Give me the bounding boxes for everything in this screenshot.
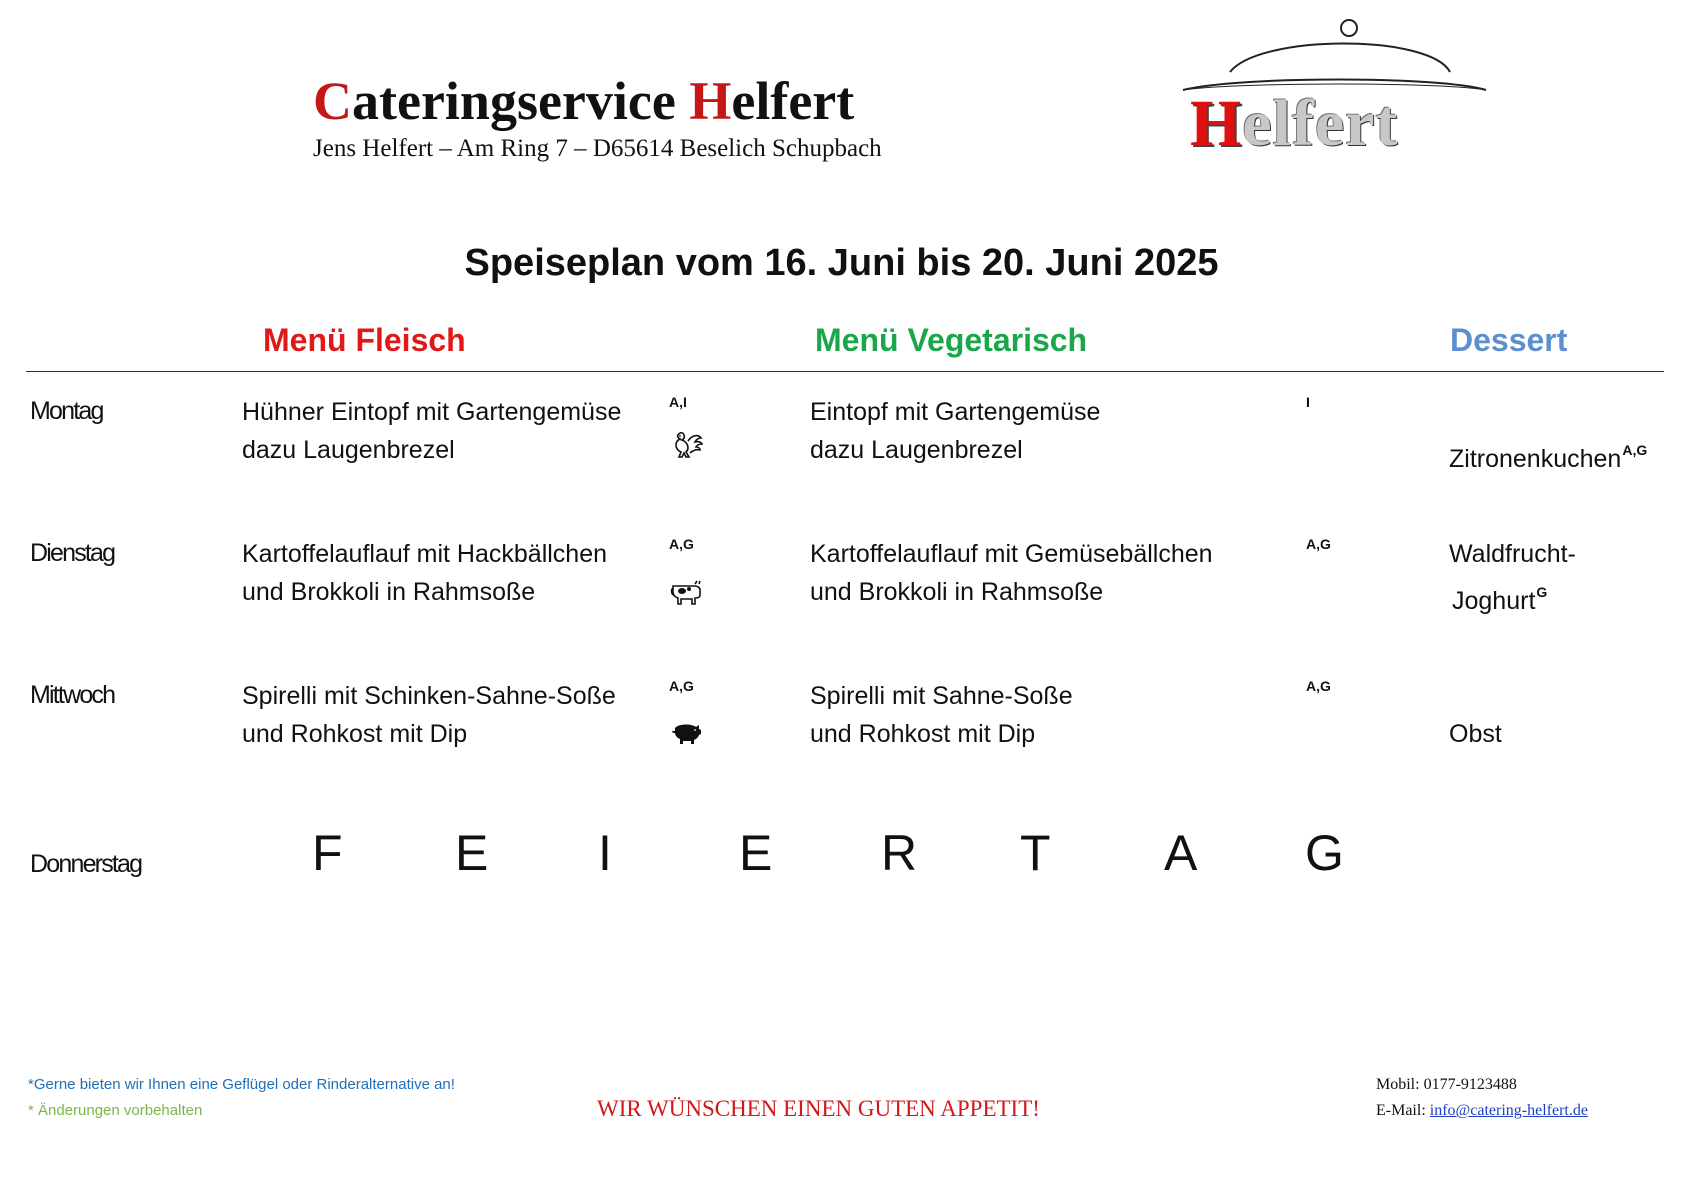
dish-line: Kartoffelauflauf mit Hackbällchen bbox=[242, 540, 608, 568]
dish-line: dazu Laugenbrezel bbox=[242, 436, 455, 464]
helfert-logo bbox=[1180, 14, 1500, 164]
day-label-mittwoch: Mittwoch bbox=[30, 681, 115, 709]
vegetarian-dish-dienstag bbox=[810, 535, 1213, 611]
dish-line: Kartoffelauflauf mit Gemüsebällchen bbox=[810, 540, 1213, 568]
plan-title: Speiseplan vom 16. Juni bis 20. Juni 2025 bbox=[464, 242, 1219, 284]
holiday-letter: R bbox=[881, 825, 918, 881]
company-name-part-2: elfert bbox=[731, 71, 855, 131]
holiday-letter: I bbox=[598, 825, 612, 881]
day-label-donnerstag: Donnerstag bbox=[30, 850, 142, 878]
meat-dish-montag bbox=[242, 393, 621, 469]
company-address: Jens Helfert – Am Ring 7 – D65614 Beselich Schupbach bbox=[313, 135, 882, 162]
dish-line: Spirelli mit Schinken-Sahne-Soße bbox=[242, 682, 616, 710]
holiday-letter: F bbox=[312, 825, 343, 881]
logo-initial: H bbox=[1190, 87, 1243, 160]
dessert-name-line-2 bbox=[1449, 573, 1576, 620]
dish-line: und Brokkoli in Rahmsoße bbox=[242, 578, 536, 606]
allergen-code: A,G bbox=[1622, 442, 1648, 458]
dish-line: Eintopf mit Gartengemüse bbox=[810, 398, 1101, 426]
chicken-icon bbox=[670, 431, 704, 461]
company-initial-h: H bbox=[689, 71, 732, 131]
email-label: E-Mail: bbox=[1376, 1102, 1430, 1119]
holiday-letter: E bbox=[455, 825, 489, 881]
dish-line: und Rohkost mit Dip bbox=[242, 720, 468, 748]
header-divider bbox=[26, 371, 1664, 372]
pig-icon bbox=[669, 718, 703, 748]
holiday-letter: A bbox=[1164, 825, 1198, 881]
allergen-code: I bbox=[1306, 394, 1310, 410]
allergen-code: A,G bbox=[1306, 678, 1331, 694]
email-link[interactable]: info@catering-helfert.de bbox=[1429, 1102, 1588, 1119]
dessert-dienstag bbox=[1449, 535, 1576, 620]
column-heading-dessert: Dessert bbox=[1450, 322, 1568, 358]
allergen-code: A,G bbox=[669, 678, 694, 694]
vegetarian-dish-mittwoch bbox=[810, 677, 1073, 753]
dessert-name: Joghurt bbox=[1452, 587, 1536, 615]
logo-wordmark bbox=[1190, 86, 1399, 162]
holiday-letter: G bbox=[1305, 825, 1344, 881]
dish-line: dazu Laugenbrezel bbox=[810, 436, 1023, 464]
dish-line: Spirelli mit Sahne-Soße bbox=[810, 682, 1073, 710]
footer-mobile: Mobil: 0177-9123488 bbox=[1376, 1076, 1517, 1093]
day-label-dienstag: Dienstag bbox=[30, 539, 115, 567]
day-label-montag: Montag bbox=[30, 397, 103, 425]
vegetarian-dish-montag bbox=[810, 393, 1100, 469]
dish-line: und Rohkost mit Dip bbox=[810, 720, 1036, 748]
dish-line: Hühner Eintopf mit Gartengemüse bbox=[242, 398, 622, 426]
holiday-letter: E bbox=[739, 825, 773, 881]
footer-greeting: WIR WÜNSCHEN EINEN GUTEN APPETIT! bbox=[597, 1096, 1040, 1121]
meat-dish-dienstag bbox=[242, 535, 607, 611]
column-heading-meat: Menü Fleisch bbox=[263, 322, 466, 358]
cow-icon bbox=[670, 578, 704, 608]
allergen-code: A,I bbox=[669, 394, 687, 410]
footer-email bbox=[1376, 1102, 1588, 1120]
dessert-mittwoch: Obst bbox=[1449, 720, 1502, 748]
company-name bbox=[313, 70, 854, 132]
allergen-code: A,G bbox=[1306, 536, 1331, 552]
footer-note-changes: * Änderungen vorbehalten bbox=[28, 1102, 203, 1119]
allergen-code: A,G bbox=[669, 536, 694, 552]
dessert-name-line-1: Waldfrucht- bbox=[1449, 540, 1576, 568]
company-initial-c: C bbox=[313, 71, 352, 131]
company-name-part-1: ateringservice bbox=[352, 71, 690, 131]
column-heading-vegetarian: Menü Vegetarisch bbox=[815, 322, 1088, 358]
dessert-name: Zitronenkuchen bbox=[1449, 445, 1622, 473]
holiday-letter: T bbox=[1020, 825, 1051, 881]
footer-note-alternative: *Gerne bieten wir Ihnen eine Geflügel oder Rinderalternative an! bbox=[28, 1076, 455, 1093]
meat-dish-mittwoch bbox=[242, 677, 616, 753]
dish-line: und Brokkoli in Rahmsoße bbox=[810, 578, 1104, 606]
logo-rest: elfert bbox=[1242, 87, 1399, 160]
allergen-code: G bbox=[1536, 584, 1548, 600]
dessert-montag bbox=[1449, 431, 1647, 478]
